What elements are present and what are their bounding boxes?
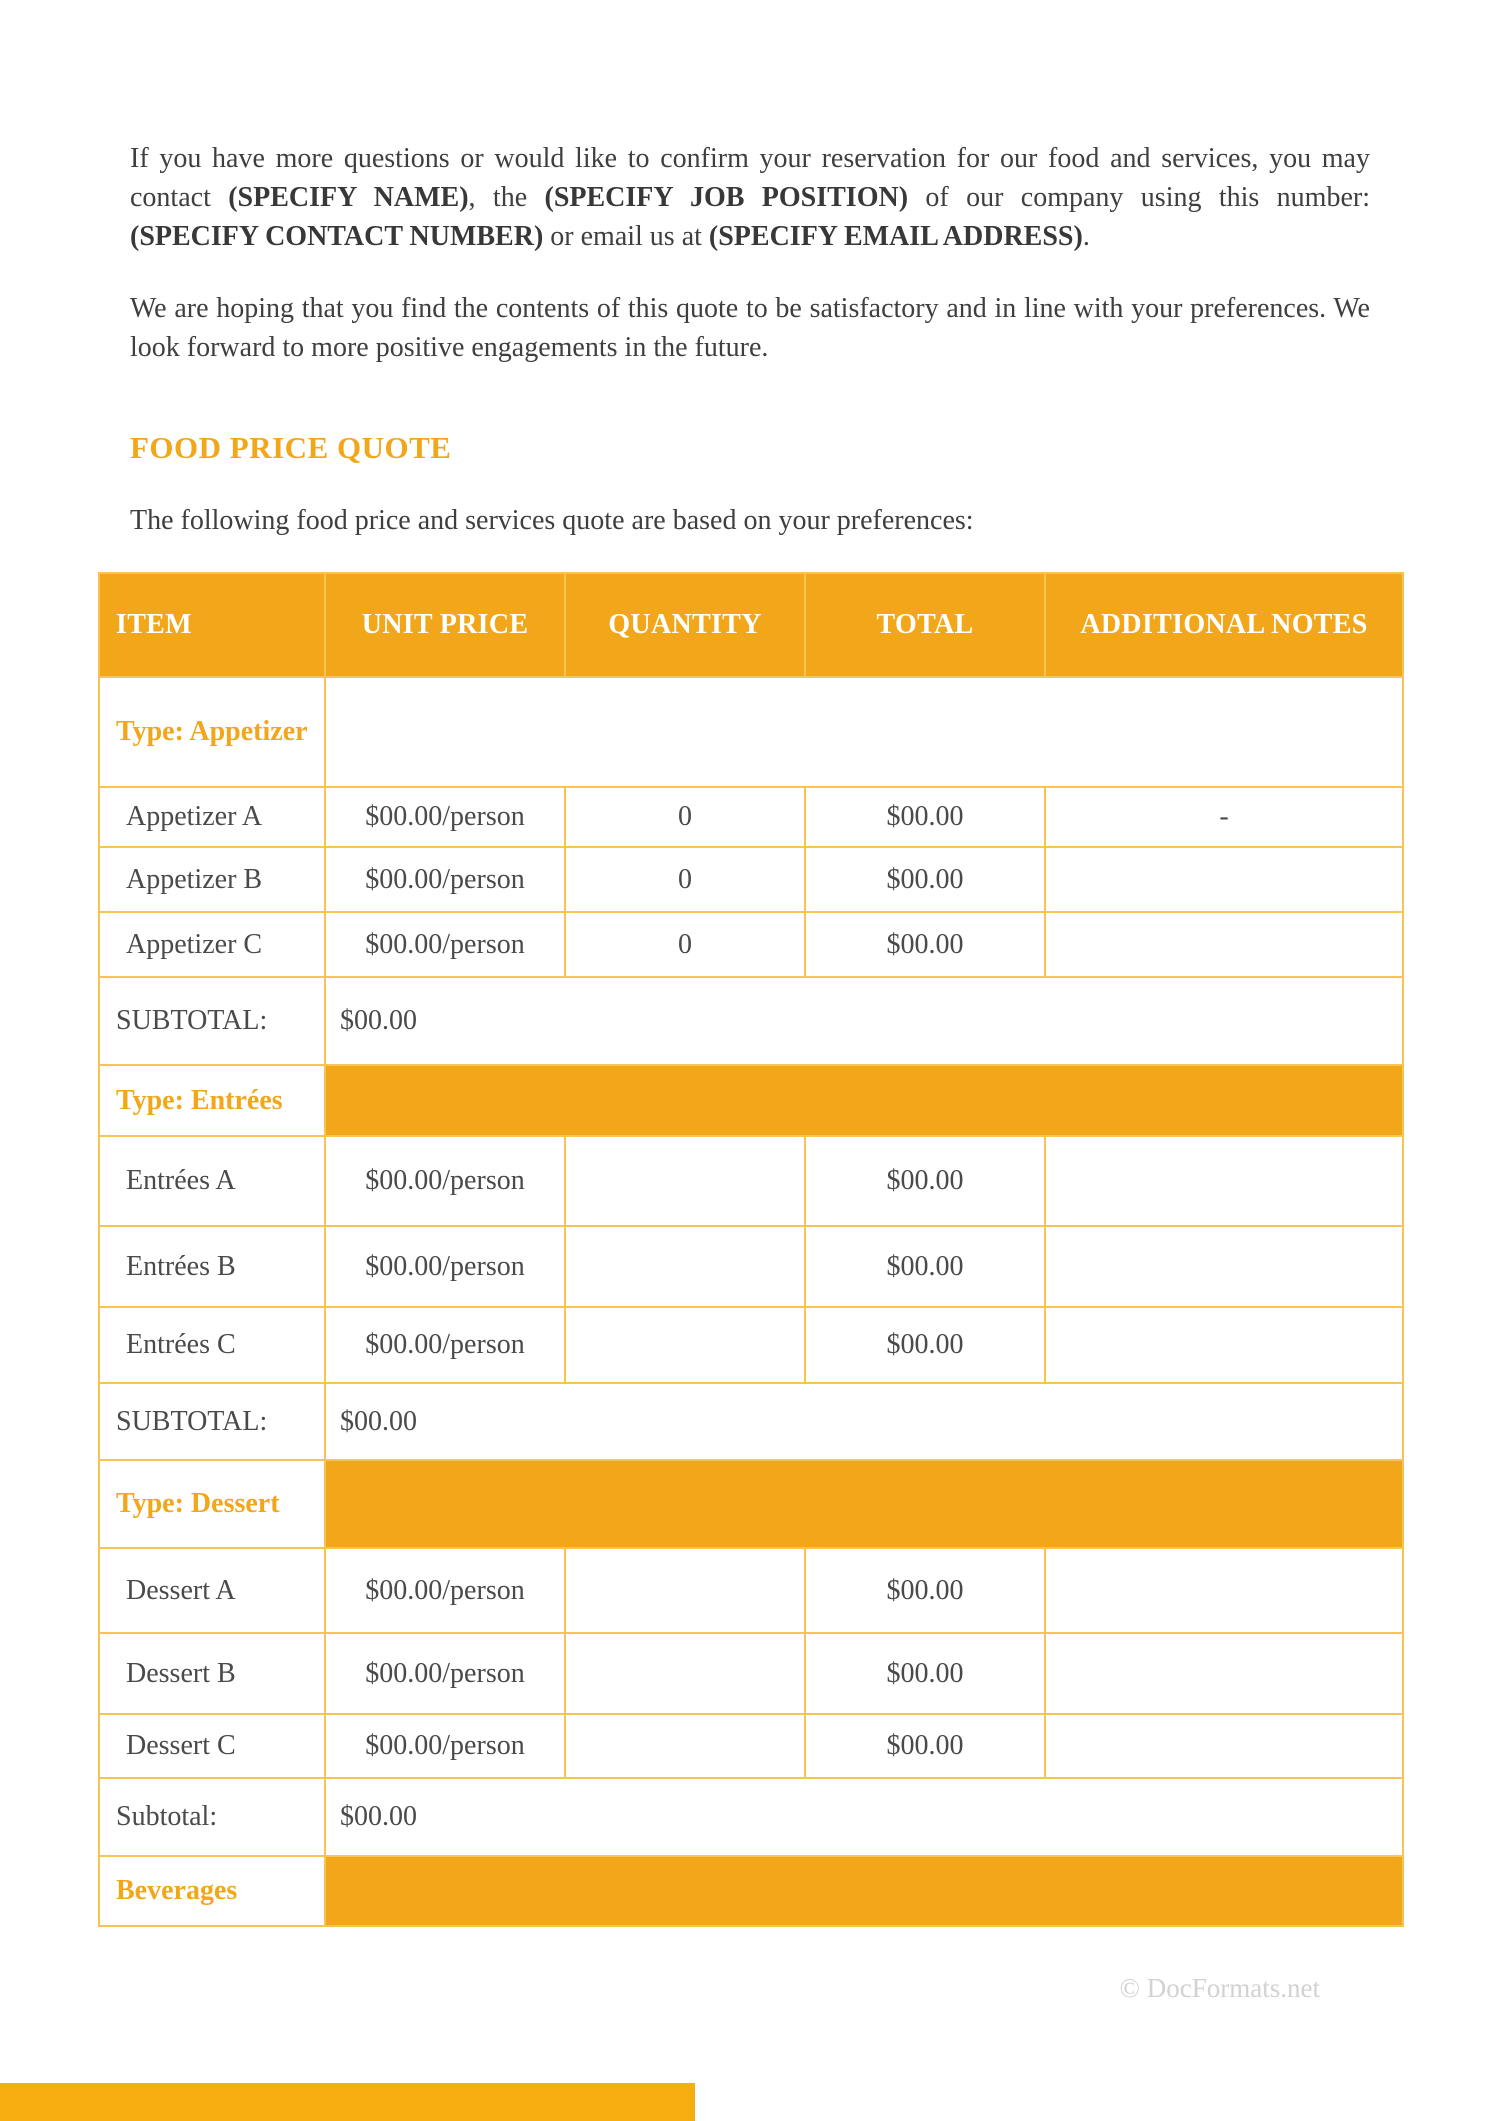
unit-price-value: $00.00/person: [325, 847, 565, 912]
table-intro-line: The following food price and services quote are based on your preferences:: [130, 505, 974, 536]
subtotal-row-entrees: [99, 1383, 1403, 1460]
item-row-entrees-a: [99, 1136, 1403, 1226]
quantity-value: 0: [565, 787, 805, 847]
item-name: Appetizer B: [99, 847, 325, 912]
specify-contact-number-placeholder: (SPECIFY CONTACT NUMBER): [130, 221, 544, 252]
column-header-unit-price: UNIT PRICE: [325, 573, 565, 677]
intro-run-0: If you have more questions or would like to confirm your reservation for our food and services, you may contact: [130, 143, 1370, 213]
food-price-quote-table: [98, 572, 1404, 1927]
section-row-dessert: [99, 1460, 1403, 1548]
subtotal-label: SUBTOTAL:: [99, 977, 325, 1065]
subtotal-value: $00.00: [325, 1778, 1403, 1856]
total-value: $00.00: [805, 1136, 1045, 1226]
section-label-appetizer: Type: Appetizer: [99, 677, 325, 787]
unit-price-value: $00.00/person: [325, 1226, 565, 1307]
section-label-entrees: Type: Entrées: [99, 1065, 325, 1136]
quantity-value: 0: [565, 912, 805, 977]
unit-price-value: $00.00/person: [325, 1136, 565, 1226]
item-name: Dessert A: [99, 1548, 325, 1633]
intro-run-8: .: [1082, 221, 1090, 252]
document-page: [98, 0, 1402, 1927]
unit-price-value: $00.00/person: [325, 912, 565, 977]
table-header-row: [99, 573, 1403, 677]
section-row-entrees: [99, 1065, 1403, 1136]
section-row-beverages: [99, 1856, 1403, 1926]
item-row-entrees-b: [99, 1226, 1403, 1307]
column-header-item: ITEM: [99, 573, 325, 677]
intro-run-6: or email us at: [543, 221, 709, 252]
item-row-dessert-c: [99, 1714, 1403, 1778]
item-name: Appetizer C: [99, 912, 325, 977]
column-header-total: TOTAL: [805, 573, 1045, 677]
quantity-value: [565, 1714, 805, 1778]
subtotal-value: $00.00: [325, 977, 1403, 1065]
subtotal-label: Subtotal:: [99, 1778, 325, 1856]
notes-value: [1045, 1136, 1403, 1226]
unit-price-value: $00.00/person: [325, 1307, 565, 1383]
notes-value: [1045, 1714, 1403, 1778]
section-row-appetizer: [99, 677, 1403, 787]
quantity-value: [565, 1307, 805, 1383]
notes-value: [1045, 912, 1403, 977]
notes-value: [1045, 1633, 1403, 1714]
notes-value: [1045, 1307, 1403, 1383]
item-row-dessert-a: [99, 1548, 1403, 1633]
notes-value: -: [1045, 787, 1403, 847]
section-label-dessert: Type: Dessert: [99, 1460, 325, 1548]
column-header-quantity: QUANTITY: [565, 573, 805, 677]
section-fill-appetizer: [325, 677, 1403, 787]
total-value: $00.00: [805, 912, 1045, 977]
total-value: $00.00: [805, 1633, 1045, 1714]
total-value: $00.00: [805, 1548, 1045, 1633]
notes-value: [1045, 847, 1403, 912]
section-fill-beverages: [325, 1856, 1403, 1926]
item-row-entrees-c: [99, 1307, 1403, 1383]
item-name: Entrées A: [99, 1136, 325, 1226]
unit-price-value: $00.00/person: [325, 1548, 565, 1633]
section-fill-dessert: [325, 1460, 1403, 1548]
subtotal-label: SUBTOTAL:: [99, 1383, 325, 1460]
quantity-value: [565, 1136, 805, 1226]
total-value: $00.00: [805, 1307, 1045, 1383]
docformats-watermark: © DocFormats.net: [1119, 1973, 1320, 2003]
quantity-value: [565, 1633, 805, 1714]
food-price-quote-heading: FOOD PRICE QUOTE: [130, 430, 452, 465]
quantity-value: [565, 1548, 805, 1633]
item-name: Dessert C: [99, 1714, 325, 1778]
item-name: Dessert B: [99, 1633, 325, 1714]
section-fill-entrees: [325, 1065, 1403, 1136]
total-value: $00.00: [805, 787, 1045, 847]
item-row-appetizer-a: [99, 787, 1403, 847]
subtotal-row-dessert: [99, 1778, 1403, 1856]
specify-name-placeholder: (SPECIFY NAME): [228, 182, 469, 213]
item-name: Appetizer A: [99, 787, 325, 847]
item-row-dessert-b: [99, 1633, 1403, 1714]
item-row-appetizer-b: [99, 847, 1403, 912]
subtotal-value: $00.00: [325, 1383, 1403, 1460]
bottom-accent-bar: [0, 2083, 695, 2121]
closing-paragraph: We are hoping that you find the contents of this quote to be satisfactory and in line with your preferences. We look forward to more positive engagements in the future.: [130, 293, 1370, 363]
total-value: $00.00: [805, 847, 1045, 912]
unit-price-value: $00.00/person: [325, 1714, 565, 1778]
item-name: Entrées B: [99, 1226, 325, 1307]
item-name: Entrées C: [99, 1307, 325, 1383]
notes-value: [1045, 1548, 1403, 1633]
specify-email-address-placeholder: (SPECIFY EMAIL ADDRESS): [708, 221, 1083, 252]
item-row-appetizer-c: [99, 912, 1403, 977]
intro-run-2: , the: [468, 182, 545, 213]
total-value: $00.00: [805, 1226, 1045, 1307]
unit-price-value: $00.00/person: [325, 787, 565, 847]
subtotal-row-appetizer: [99, 977, 1403, 1065]
quantity-value: [565, 1226, 805, 1307]
section-label-beverages: Beverages: [99, 1856, 325, 1926]
intro-paragraph: [130, 139, 1370, 256]
unit-price-value: $00.00/person: [325, 1633, 565, 1714]
total-value: $00.00: [805, 1714, 1045, 1778]
notes-value: [1045, 1226, 1403, 1307]
quantity-value: 0: [565, 847, 805, 912]
specify-job-position-placeholder: (SPECIFY JOB POSITION): [544, 182, 909, 213]
column-header-additional-notes: ADDITIONAL NOTES: [1045, 573, 1403, 677]
intro-run-4: of our company using this number:: [908, 182, 1370, 213]
